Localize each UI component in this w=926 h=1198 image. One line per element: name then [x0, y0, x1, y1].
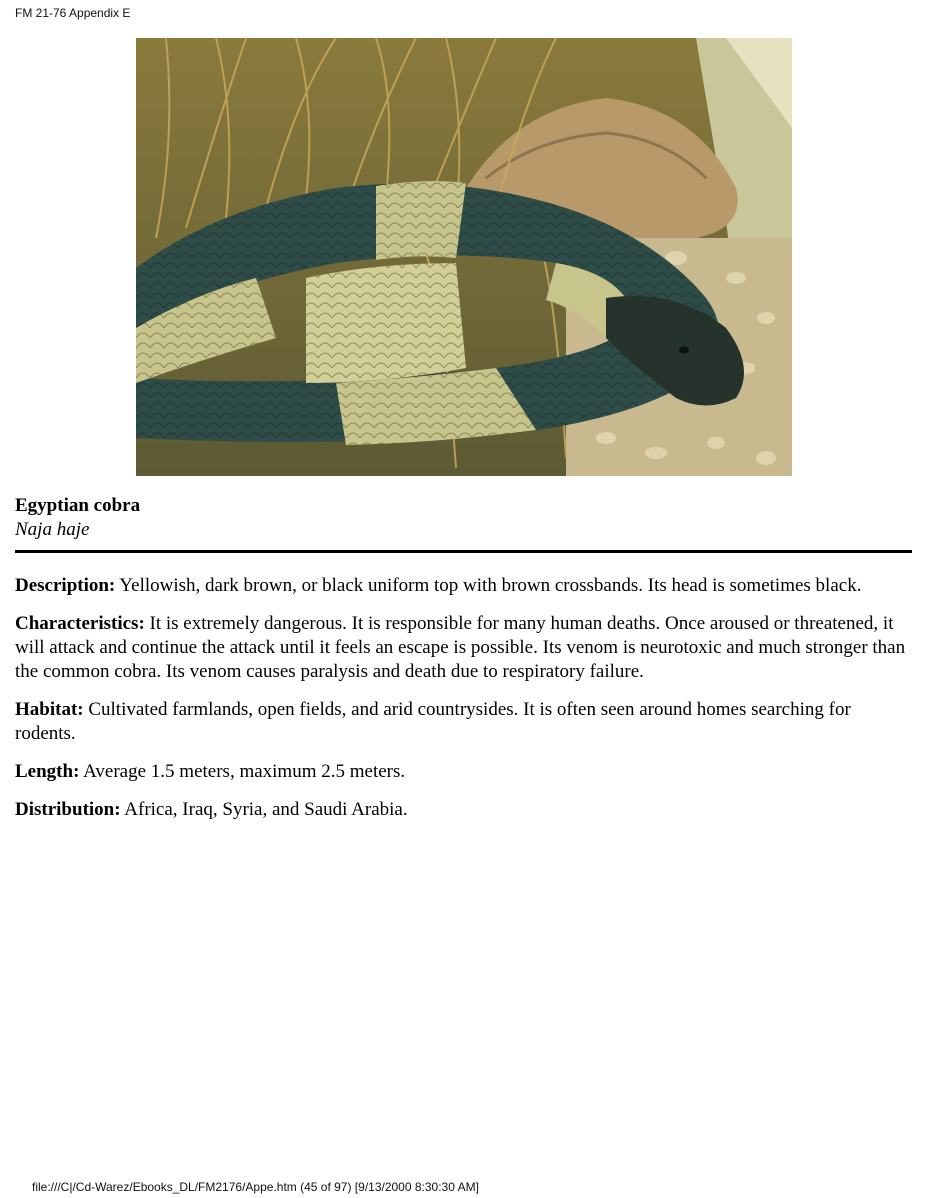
section-divider [15, 550, 912, 553]
species-details [15, 574, 912, 836]
distribution-paragraph [15, 798, 912, 822]
page-header: FM 21-76 Appendix E [15, 6, 131, 20]
species-title-block [15, 494, 140, 542]
length-text: Average 1.5 meters, maximum 2.5 meters. [79, 761, 406, 782]
characteristics-label: Characteristics: [15, 613, 145, 634]
characteristics-text: It is extremely dangerous. It is responsible for many human deaths. Once aroused or threatened, it will attack and continue the attack until it feels an escape is possible. Its venom is neurotoxic and much stronger than the common cobra. Its venom causes paralysis and death due to respiratory failure. [15, 613, 906, 682]
length-paragraph [15, 760, 912, 784]
cobra-illustration [136, 38, 792, 476]
description-text: Yellowish, dark brown, or black uniform top with brown crossbands. Its head is sometimes black. [115, 575, 862, 596]
distribution-text: Africa, Iraq, Syria, and Saudi Arabia. [120, 799, 408, 820]
cobra-photo [136, 38, 792, 476]
distribution-label: Distribution: [15, 799, 121, 820]
description-label: Description: [15, 575, 116, 596]
habitat-label: Habitat: [15, 699, 84, 720]
length-label: Length: [15, 761, 80, 782]
description-paragraph [15, 574, 912, 598]
habitat-paragraph [15, 698, 912, 746]
habitat-text: Cultivated farmlands, open fields, and arid countrysides. It is often seen around homes searching for rodents. [15, 699, 851, 744]
common-name: Egyptian cobra [15, 495, 141, 516]
characteristics-paragraph [15, 612, 912, 684]
scientific-name: Naja haje [15, 519, 90, 540]
page-footer: file:///C|/Cd-Warez/Ebooks_DL/FM2176/Appe.htm (45 of 97) [9/13/2000 8:30:30 AM] [32, 1180, 479, 1194]
